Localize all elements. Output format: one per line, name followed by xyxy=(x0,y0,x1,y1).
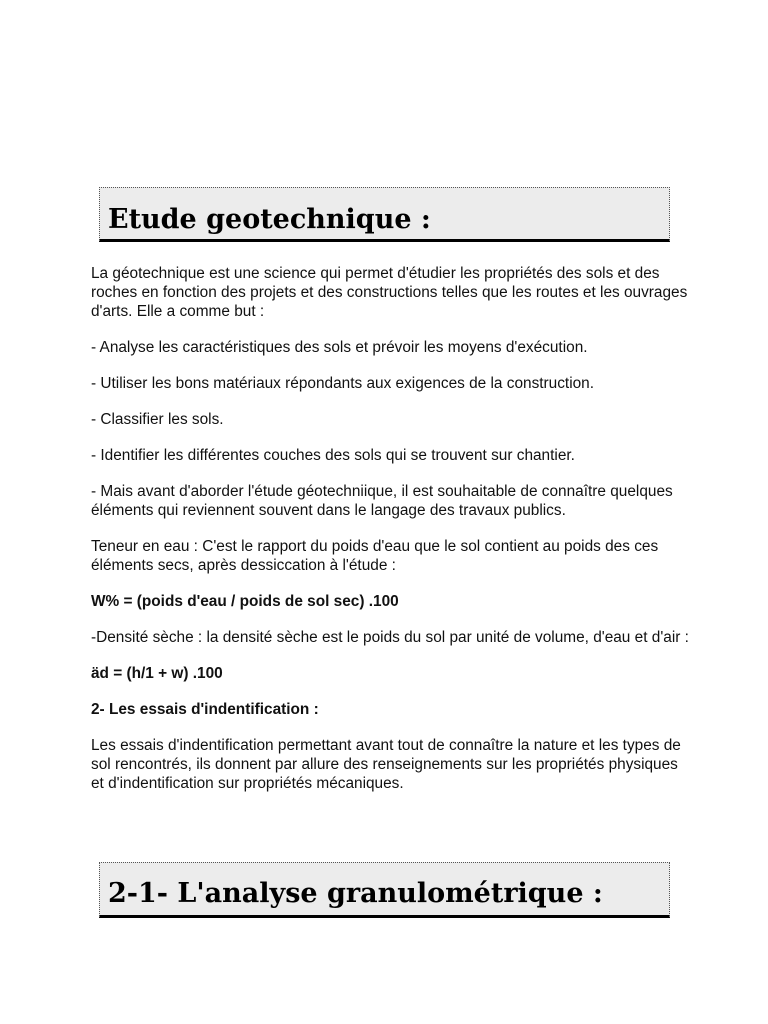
formula-densite-seche: äd = (h/1 + w) .100 xyxy=(91,665,223,682)
paragraph-bullet-analyse: - Analyse les caractéristiques des sols et prévoir les moyens d'exécution. xyxy=(91,339,588,356)
heading-box-etude-geotechnique xyxy=(99,187,670,242)
paragraph-intro: La géotechnique est une science qui permet d'étudier les propriétés des sols et des roches en fonction des projets et des constructions telles que les routes et les ouvrages d'arts. Elle a comme but : xyxy=(91,265,688,320)
paragraph-bullet-couches: - Identifier les différentes couches des sols qui se trouvent sur chantier. xyxy=(91,447,575,464)
paragraph-bullet-avant: - Mais avant d'aborder l'étude géotechniique, il est souhaitable de connaître quelques éléments qui reviennent souvent dans le langage des travaux publics. xyxy=(91,483,673,519)
paragraph-bullet-materiaux: - Utiliser les bons matériaux répondants aux exigences de la construction. xyxy=(91,375,595,392)
paragraph-bullet-classifier: - Classifier les sols. xyxy=(91,411,224,428)
section-heading-etude-geotechnique: Etude geotechnique : xyxy=(108,204,431,235)
paragraph-teneur-eau: Teneur en eau : C'est le rapport du poids d'eau que le sol contient au poids des ces éléments secs, après dessiccation à l'étude : xyxy=(91,538,659,574)
paragraph-essais-identification: Les essais d'indentification permettant avant tout de connaître la nature et les types de sol rencontrés, ils donnent par allure des renseignements sur les propriétés physiques et d'indentification sur propriétés mécaniques. xyxy=(91,737,681,792)
paragraph-densite-seche: -Densité sèche : la densité sèche est le poids du sol par unité de volume, d'eau et d'air : xyxy=(91,629,689,646)
section-heading-analyse-granulometrique: 2-1- L'analyse granulométrique : xyxy=(108,878,603,909)
subheading-essais-identification: 2- Les essais d'indentification : xyxy=(91,701,319,718)
heading-box-analyse-granulometrique xyxy=(99,862,670,918)
document-body xyxy=(91,264,691,810)
formula-teneur-eau: W% = (poids d'eau / poids de sol sec) .100 xyxy=(91,593,399,610)
